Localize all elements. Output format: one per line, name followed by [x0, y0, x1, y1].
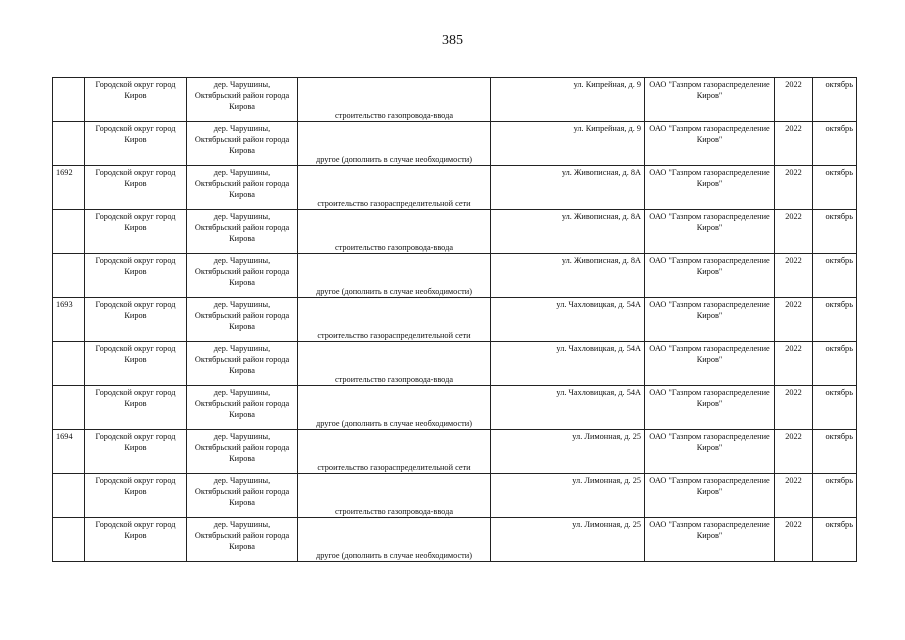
row-number-cell	[53, 210, 85, 254]
year-cell: 2022	[775, 210, 813, 254]
work-type-text: строительство газопровода-ввода	[335, 507, 453, 516]
address-cell: ул. Живописная, д. 8А	[491, 166, 645, 210]
organization-cell: ОАО "Газпром газораспределение Киров"	[645, 78, 775, 122]
month-cell: октябрь	[813, 254, 857, 298]
address-cell: ул. Кипрейная, д. 9	[491, 78, 645, 122]
organization-cell: ОАО "Газпром газораспределение Киров"	[645, 210, 775, 254]
month-cell: октябрь	[813, 518, 857, 562]
month-cell: октябрь	[813, 474, 857, 518]
table-row	[53, 430, 857, 474]
table-row	[53, 386, 857, 430]
month-cell: октябрь	[813, 166, 857, 210]
place-cell: дер. Чарушины, Октябрьский район города Кирова	[187, 122, 298, 166]
year-cell: 2022	[775, 518, 813, 562]
year-cell: 2022	[775, 254, 813, 298]
work-type-text: строительство газораспределительной сети	[317, 331, 471, 340]
table-row	[53, 298, 857, 342]
district-cell: Городской округ город Киров	[85, 298, 187, 342]
place-cell: дер. Чарушины, Октябрьский район города Кирова	[187, 386, 298, 430]
work-type-text: строительство газораспределительной сети	[317, 199, 471, 208]
table-row	[53, 78, 857, 122]
year-cell: 2022	[775, 386, 813, 430]
work-type-cell	[298, 298, 491, 342]
year-cell: 2022	[775, 298, 813, 342]
organization-cell: ОАО "Газпром газораспределение Киров"	[645, 386, 775, 430]
place-cell: дер. Чарушины, Октябрьский район города Кирова	[187, 210, 298, 254]
year-cell: 2022	[775, 430, 813, 474]
work-type-cell	[298, 78, 491, 122]
row-number-cell	[53, 342, 85, 386]
address-cell: ул. Кипрейная, д. 9	[491, 122, 645, 166]
place-cell: дер. Чарушины, Октябрьский район города Кирова	[187, 298, 298, 342]
month-cell: октябрь	[813, 386, 857, 430]
address-cell: ул. Чахловицкая, д. 54А	[491, 298, 645, 342]
organization-cell: ОАО "Газпром газораспределение Киров"	[645, 474, 775, 518]
organization-cell: ОАО "Газпром газораспределение Киров"	[645, 166, 775, 210]
table-row	[53, 210, 857, 254]
row-number-cell: 1694	[53, 430, 85, 474]
organization-cell: ОАО "Газпром газораспределение Киров"	[645, 430, 775, 474]
row-number-cell	[53, 474, 85, 518]
row-number-cell	[53, 518, 85, 562]
row-number-cell: 1692	[53, 166, 85, 210]
district-cell: Городской округ город Киров	[85, 122, 187, 166]
work-type-text: строительство газопровода-ввода	[335, 375, 453, 384]
table-row	[53, 166, 857, 210]
work-type-cell	[298, 210, 491, 254]
district-cell: Городской округ город Киров	[85, 254, 187, 298]
table-row	[53, 518, 857, 562]
place-cell: дер. Чарушины, Октябрьский район города Кирова	[187, 166, 298, 210]
organization-cell: ОАО "Газпром газораспределение Киров"	[645, 298, 775, 342]
row-number-cell	[53, 386, 85, 430]
place-cell: дер. Чарушины, Октябрьский район города Кирова	[187, 342, 298, 386]
table-row	[53, 122, 857, 166]
address-cell: ул. Живописная, д. 8А	[491, 254, 645, 298]
work-type-text: строительство газопровода-ввода	[335, 243, 453, 252]
work-type-cell	[298, 386, 491, 430]
district-cell: Городской округ город Киров	[85, 386, 187, 430]
district-cell: Городской округ город Киров	[85, 430, 187, 474]
work-type-cell	[298, 166, 491, 210]
address-cell: ул. Живописная, д. 8А	[491, 210, 645, 254]
work-type-cell	[298, 342, 491, 386]
work-type-cell	[298, 474, 491, 518]
work-type-cell	[298, 122, 491, 166]
address-cell: ул. Лимонная, д. 25	[491, 474, 645, 518]
page-number: 385	[442, 33, 463, 48]
place-cell: дер. Чарушины, Октябрьский район города Кирова	[187, 474, 298, 518]
row-number-cell	[53, 78, 85, 122]
organization-cell: ОАО "Газпром газораспределение Киров"	[645, 518, 775, 562]
district-cell: Городской округ город Киров	[85, 78, 187, 122]
district-cell: Городской округ город Киров	[85, 166, 187, 210]
address-cell: ул. Чахловицкая, д. 54А	[491, 386, 645, 430]
work-type-cell	[298, 254, 491, 298]
table-row	[53, 342, 857, 386]
table-body	[53, 78, 857, 562]
month-cell: октябрь	[813, 78, 857, 122]
month-cell: октябрь	[813, 122, 857, 166]
table-row	[53, 474, 857, 518]
work-type-text: строительство газораспределительной сети	[317, 463, 471, 472]
document-table	[52, 77, 857, 562]
address-cell: ул. Чахловицкая, д. 54А	[491, 342, 645, 386]
place-cell: дер. Чарушины, Октябрьский район города Кирова	[187, 430, 298, 474]
work-type-text: другое (дополнить в случае необходимости)	[316, 551, 472, 560]
year-cell: 2022	[775, 166, 813, 210]
work-type-text: другое (дополнить в случае необходимости)	[316, 287, 472, 296]
district-cell: Городской округ город Киров	[85, 474, 187, 518]
organization-cell: ОАО "Газпром газораспределение Киров"	[645, 122, 775, 166]
month-cell: октябрь	[813, 342, 857, 386]
place-cell: дер. Чарушины, Октябрьский район города Кирова	[187, 78, 298, 122]
row-number-cell: 1693	[53, 298, 85, 342]
organization-cell: ОАО "Газпром газораспределение Киров"	[645, 254, 775, 298]
district-cell: Городской округ город Киров	[85, 210, 187, 254]
year-cell: 2022	[775, 122, 813, 166]
work-type-text: другое (дополнить в случае необходимости)	[316, 419, 472, 428]
month-cell: октябрь	[813, 210, 857, 254]
table-row	[53, 254, 857, 298]
row-number-cell	[53, 254, 85, 298]
month-cell: октябрь	[813, 430, 857, 474]
organization-cell: ОАО "Газпром газораспределение Киров"	[645, 342, 775, 386]
place-cell: дер. Чарушины, Октябрьский район города Кирова	[187, 518, 298, 562]
year-cell: 2022	[775, 474, 813, 518]
district-cell: Городской округ город Киров	[85, 342, 187, 386]
work-type-cell	[298, 518, 491, 562]
work-type-cell	[298, 430, 491, 474]
year-cell: 2022	[775, 78, 813, 122]
address-cell: ул. Лимонная, д. 25	[491, 518, 645, 562]
work-type-text: строительство газопровода-ввода	[335, 111, 453, 120]
work-type-text: другое (дополнить в случае необходимости)	[316, 155, 472, 164]
month-cell: октябрь	[813, 298, 857, 342]
district-cell: Городской округ город Киров	[85, 518, 187, 562]
row-number-cell	[53, 122, 85, 166]
year-cell: 2022	[775, 342, 813, 386]
place-cell: дер. Чарушины, Октябрьский район города Кирова	[187, 254, 298, 298]
address-cell: ул. Лимонная, д. 25	[491, 430, 645, 474]
